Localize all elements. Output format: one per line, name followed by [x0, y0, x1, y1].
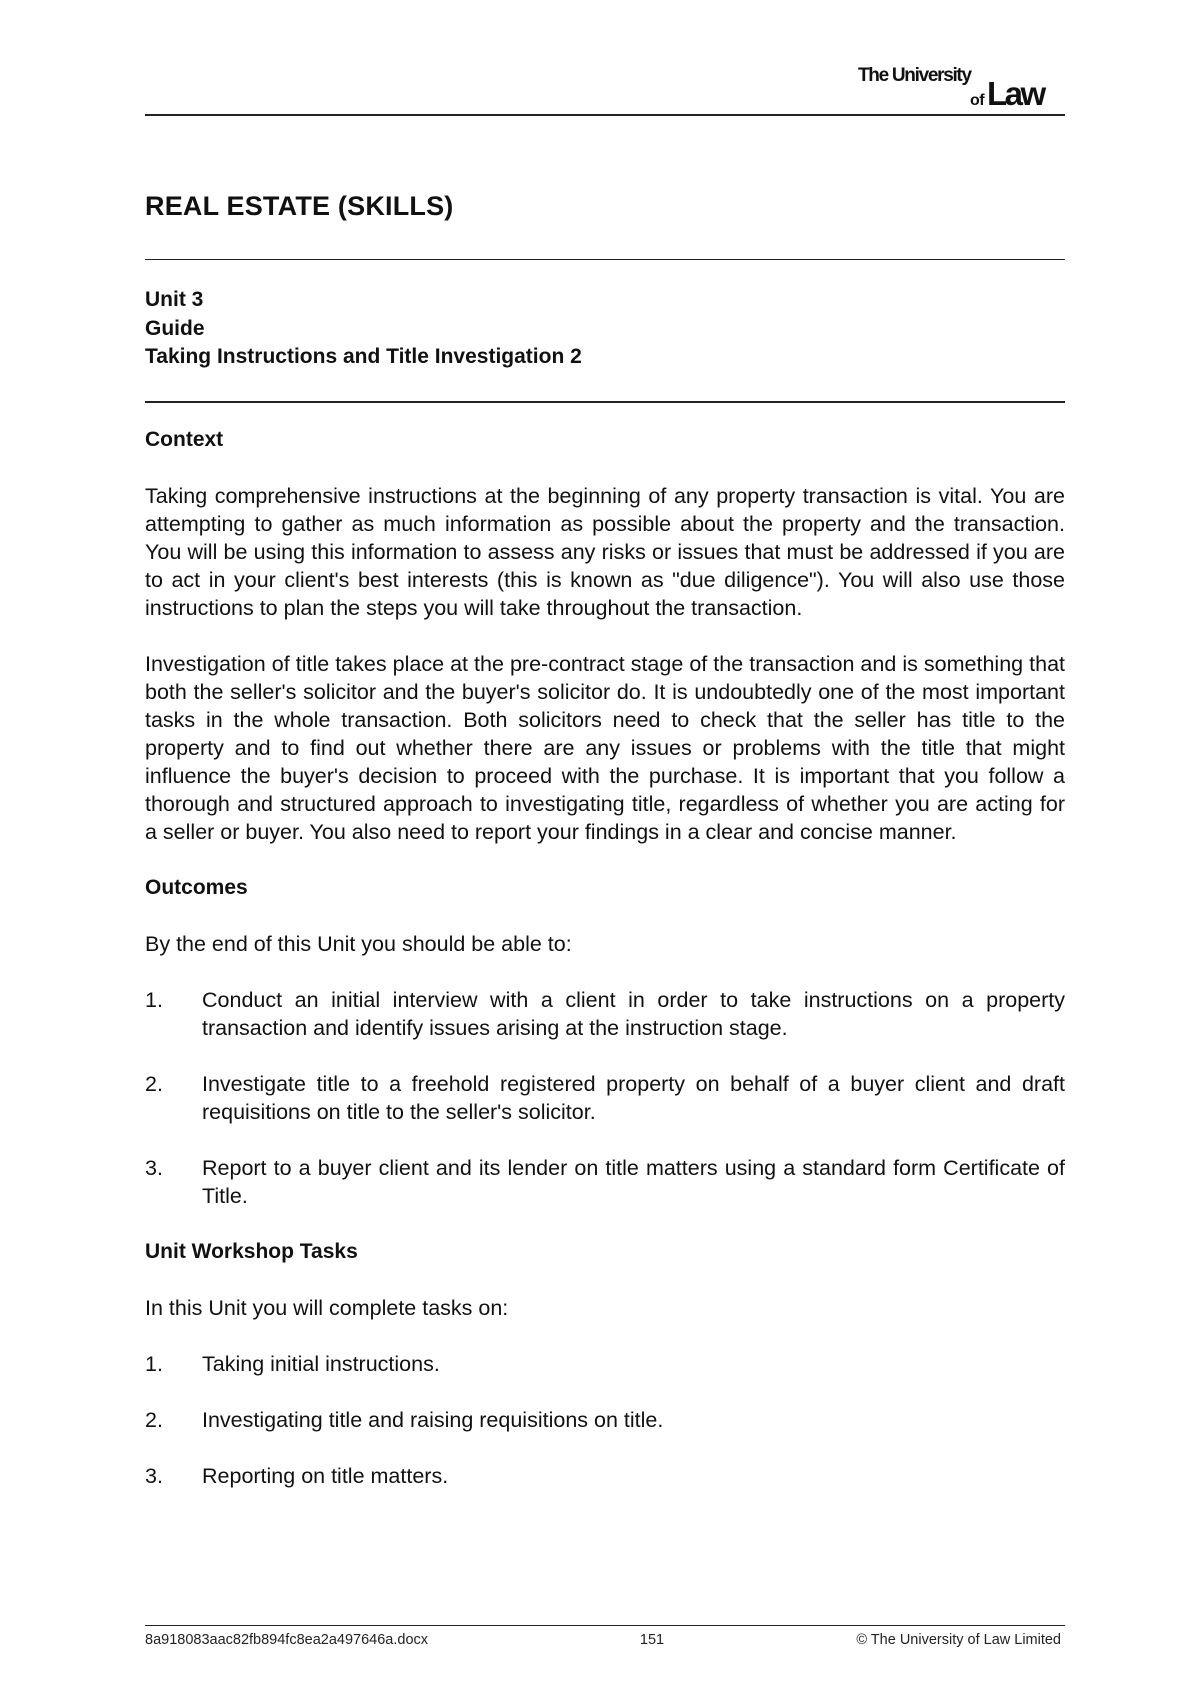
unit-number: Unit 3: [145, 288, 204, 311]
unit-rule: [145, 401, 1065, 403]
footer-page-number: 151: [639, 1632, 665, 1648]
outcomes-heading: Outcomes: [145, 876, 248, 899]
header-rule: [145, 114, 1065, 116]
list-item-text: Reporting on title matters.: [202, 1464, 449, 1488]
list-item-text: Investigating title and raising requisitions on title.: [202, 1408, 664, 1432]
list-item-text: Report to a buyer client and its lender on title matters using a standard form Certificate of Title.: [202, 1156, 1065, 1208]
logo-line2-word: Law: [987, 75, 1044, 108]
list-item: [145, 1350, 1065, 1378]
list-item-text: Investigate title to a freehold registered property on behalf of a buyer client and draft requisitions on title to the seller's solicitor.: [202, 1072, 1065, 1124]
logo-icon: [858, 64, 1068, 108]
list-item: [145, 1070, 1065, 1126]
tasks-list: [145, 1350, 1065, 1490]
document-title: REAL ESTATE (SKILLS): [145, 191, 454, 221]
logo-line1: The University: [858, 65, 971, 86]
footer-copyright: © The University of Law Limited: [856, 1632, 1061, 1648]
footer-rule: [145, 1625, 1065, 1626]
list-item: [145, 986, 1065, 1042]
context-section: [145, 426, 1065, 846]
logo-line2-prefix: of: [970, 92, 985, 108]
list-item-number: 2.: [145, 1408, 163, 1432]
unit-guide-label: Guide: [145, 316, 205, 340]
outcomes-section: [145, 874, 1065, 1210]
context-paragraph: Investigation of title takes place at the pre-contract stage of the transaction and is something that both the seller's solicitor and the buyer's solicitor do. It is undoubtedly one of the most important tasks in the whole transaction. Both solicitors need to check that the seller has title to the property and to find out whether there are any issues or problems with the title that might influence the buyer's decision to proceed with the purchase. It is important that you follow a thorough and structured approach to investigating title, regardless of whether you are acting for a seller or buyer. You also need to report your findings in a clear and concise manner.: [145, 652, 1065, 844]
tasks-heading: Unit Workshop Tasks: [145, 1240, 358, 1263]
list-item-number: 1.: [145, 1352, 163, 1376]
list-item-text: Conduct an initial interview with a client in order to take instructions on a property transaction and identify issues arising at the instruction stage.: [202, 988, 1065, 1040]
list-item-number: 1.: [145, 988, 163, 1012]
unit-subtitle: Taking Instructions and Title Investigation 2: [145, 345, 582, 368]
tasks-intro: In this Unit you will complete tasks on:: [145, 1296, 509, 1320]
university-of-law-logo: [858, 64, 1068, 108]
unit-heading-block: [145, 286, 582, 372]
context-heading: Context: [145, 428, 224, 451]
list-item: [145, 1462, 1065, 1490]
list-item-number: 3.: [145, 1156, 163, 1180]
list-item: [145, 1406, 1065, 1434]
tasks-section: [145, 1238, 1065, 1490]
title-rule: [145, 259, 1065, 260]
outcomes-list: [145, 986, 1065, 1210]
outcomes-intro: By the end of this Unit you should be able to:: [145, 932, 572, 956]
footer-filename: 8a918083aac82fb894fc8ea2a497646a.docx: [145, 1632, 429, 1648]
list-item-number: 2.: [145, 1072, 163, 1096]
list-item-number: 3.: [145, 1464, 163, 1488]
list-item-text: Taking initial instructions.: [202, 1352, 440, 1376]
document-body: [145, 426, 1065, 1518]
context-paragraph: Taking comprehensive instructions at the beginning of any property transaction is vital. You are attempting to gather as much information as possible about the property and the transaction. You will be using this information to assess any risks or issues that must be addressed if you are to act in your client's best interests (this is known as "due diligence"). You will also use those instructions to plan the steps you will take throughout the transaction.: [145, 484, 1065, 620]
list-item: [145, 1154, 1065, 1210]
